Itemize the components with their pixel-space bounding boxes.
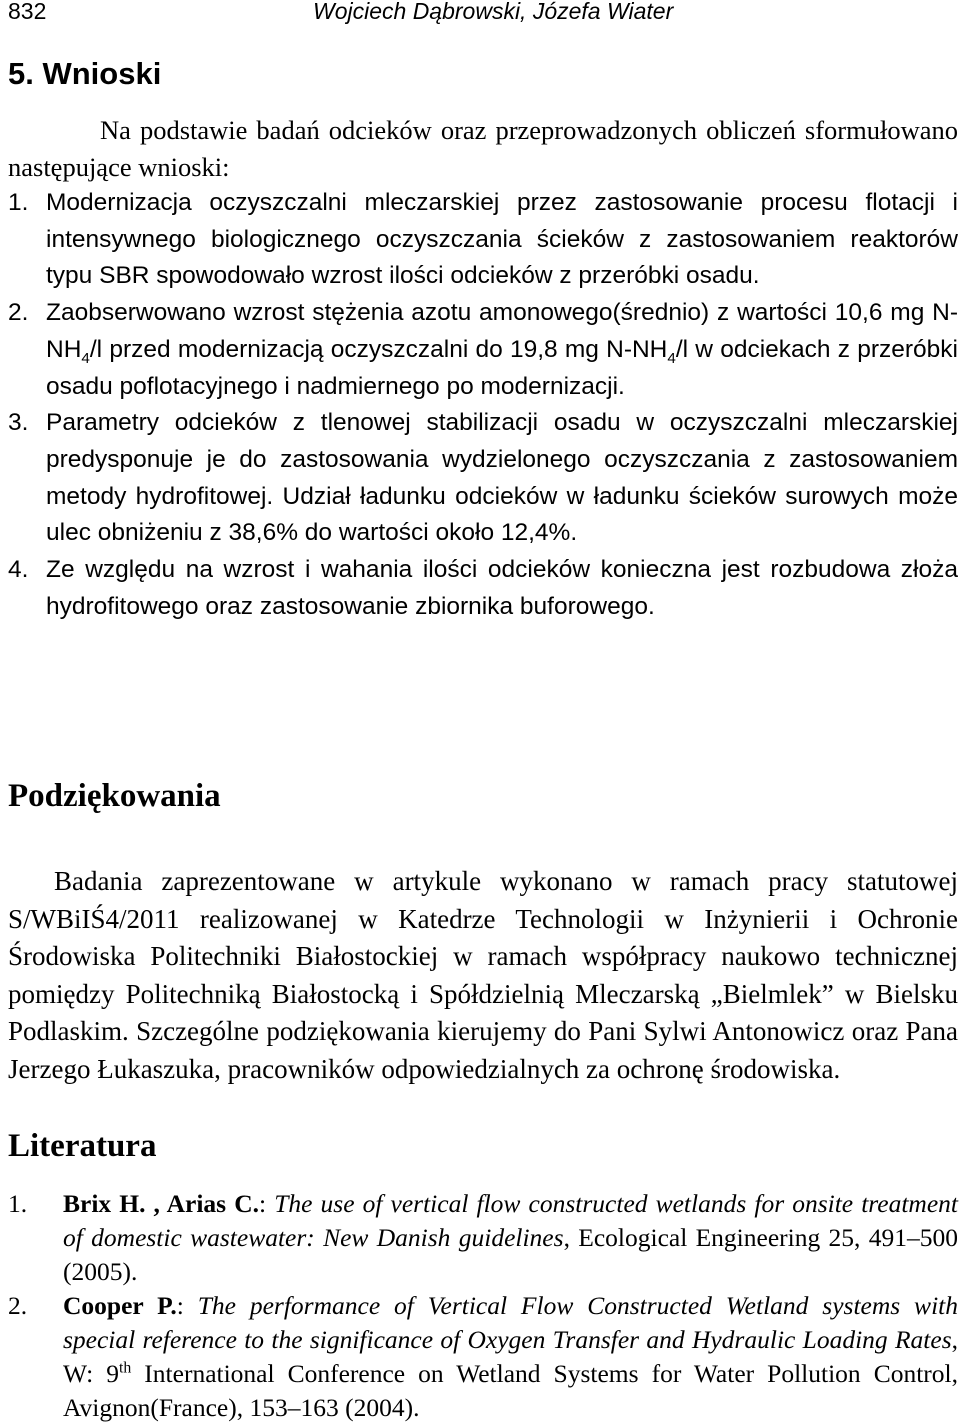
conclusion-text: Modernizacja oczyszczalni mleczarskiej przez zastosowanie procesu flotacji i intensywnego biologicznego oczyszczania ścieków z zastosowaniem reaktorów typu SBR spowodowało wzrost ilości odcieków z przeróbki osadu. — [46, 189, 958, 290]
reference-number: 1. — [8, 1189, 28, 1218]
reference-separator: : — [176, 1291, 198, 1320]
reference-authors: Cooper P. — [63, 1291, 177, 1320]
reference-authors: Brix H. , Arias C. — [63, 1189, 259, 1218]
superscript: th — [118, 1359, 132, 1377]
reference-source: , Ecological Engineering 25, 491–500 (2005). — [63, 1223, 958, 1286]
page-number: 832 — [8, 0, 47, 24]
reference-source: , W: 9 — [63, 1325, 958, 1388]
literature-heading: Literatura — [8, 1128, 157, 1164]
conclusion-item — [8, 405, 958, 552]
conclusion-number: 3. — [8, 409, 29, 437]
conclusion-text-part: /l w odciekach z przeróbki osadu poflotacyjnego i nadmiernego po modernizacji. — [46, 335, 958, 400]
conclusion-text — [46, 299, 958, 399]
conclusion-item — [8, 185, 958, 295]
acknowledgements-heading: Podziękowania — [8, 778, 221, 814]
conclusion-item — [8, 552, 958, 625]
subscript: 4 — [667, 349, 676, 367]
conclusions-list — [8, 185, 958, 625]
conclusions-intro: Na podstawie badań odcieków oraz przeprowadzonych obliczeń sformułowano następujące wnioski: — [8, 115, 958, 182]
reference-number: 2. — [8, 1291, 28, 1320]
reference-separator: : — [259, 1189, 275, 1218]
reference-title: The use of vertical flow constructed wetlands for onsite treatment of domestic wastewater: New Danish guidelines — [63, 1189, 959, 1252]
conclusion-number: 1. — [8, 189, 29, 216]
reference-list — [8, 1187, 958, 1425]
running-head-authors: Wojciech Dąbrowski, Józefa Wiater — [313, 0, 674, 24]
reference-title: The performance of Vertical Flow Constructed Wetland systems with special reference to the significance of Oxygen Transfer and Hydraulic Loading Rates — [63, 1291, 958, 1354]
conclusion-number: 2. — [8, 299, 29, 327]
conclusion-number: 4. — [8, 556, 29, 584]
conclusions-heading: 5. Wnioski — [8, 56, 162, 91]
reference-item — [8, 1289, 958, 1425]
conclusion-text: Ze względu na wzrost i wahania ilości odcieków konieczna jest rozbudowa złoża hydrofitowego oraz zastosowanie zbiornika buforowego. — [46, 556, 958, 620]
running-head — [8, 0, 958, 30]
conclusion-text-part: /l przed modernizacją oczyszczalni do 19,8 mg N-NH — [89, 335, 668, 363]
page — [8, 0, 959, 1422]
reference-source: International Conference on Wetland Systems for Water Pollution Control, Avignon(France), 153–163 (2004). — [63, 1359, 958, 1422]
conclusion-text: Parametry odcieków z tlenowej stabilizacji osadu w oczyszczalni mleczarskiej predysponuje je do zastosowania wydzielonego oczyszczania z zastosowaniem metody hydrofitowej. Udział ładunku odcieków w ładunku ścieków surowych może ulec obniżeniu z 38,6% do wartości około 12,4%. — [46, 409, 958, 547]
subscript: 4 — [81, 349, 90, 367]
conclusion-text-part: Zaobserwowano wzrost stężenia azotu amonowego(średnio) z wartości 10,6 mg N-NH — [46, 299, 958, 363]
reference-item — [8, 1187, 958, 1289]
acknowledgements-text: Badania zaprezentowane w artykule wykonano w ramach pracy statutowej S/WBiIŚ4/2011 realizowanej w Katedrze Technologii w Inżynierii i Ochronie Środowiska Politechniki Białostockiej w ramach współpracy naukowo technicznej pomiędzy Politechniką Białostocką i Spółdzielnią Mleczarską „Bielmlek” w Bielsku Podlaskim. Szczególne podziękowania kierujemy do Pani Sylwi Antonowicz oraz Pana Jerzego Łukaszuka, pracowników odpowiedzialnych za ochronę środowiska. — [8, 866, 958, 1084]
conclusion-item — [8, 295, 958, 405]
